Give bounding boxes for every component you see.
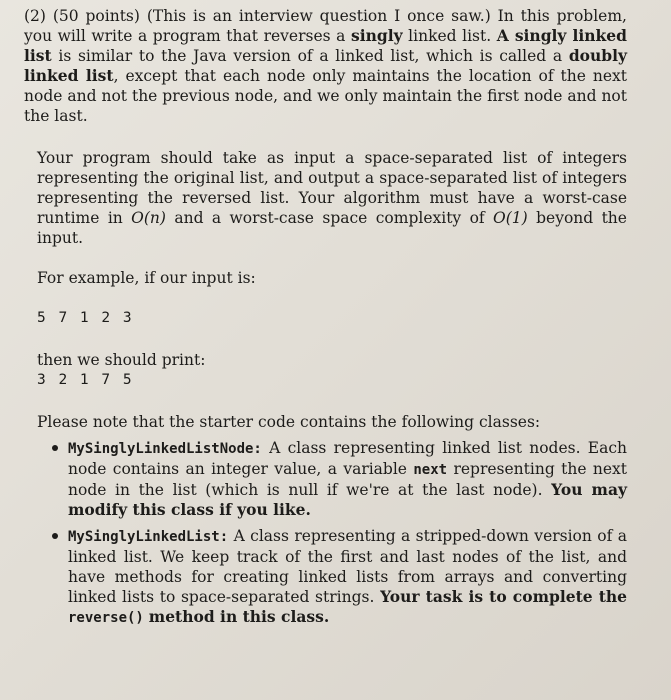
class-description: A class representing linked list nodes. Each node contains an integer value, a variable — [68, 439, 627, 478]
class-name: MySinglyLinkedList: — [68, 529, 229, 545]
singly-linked-list-term: A singly linked list — [24, 26, 627, 65]
class-description: A class representing a stripped-down version of a linked list. We keep track of the first and last nodes of the list, and have methods for creating linked lists from arrays and converting linked lists to space-separated strings. — [68, 527, 627, 606]
example-output: 3 2 1 7 5 — [37, 372, 134, 388]
keyword: next — [413, 462, 448, 478]
list-item — [50, 526, 627, 628]
keyword: reverse() — [68, 610, 144, 626]
task-text-3: beyond the input. — [37, 209, 627, 247]
class-note: method in this class. — [148, 607, 330, 626]
class-note: You may modify this class if you like. — [68, 480, 627, 519]
question-paragraph — [24, 6, 627, 126]
intro-text-4: , except that each node only maintains the location of the next node and not the previous node, and we only maintain the first node and not the last. — [24, 67, 628, 125]
example-input: 5 7 1 2 3 — [37, 310, 134, 326]
starter-intro: Please note that the starter code contains the following classes: — [37, 413, 541, 431]
question-points: (50 points) — [52, 7, 140, 25]
question-aside: (This is an interview question I once saw.) — [146, 7, 491, 25]
task-text-2: and a worst-case space complexity of — [174, 209, 485, 227]
question-number: (2) — [24, 7, 46, 25]
class-description: representing the next node in the list (which is null if we're at the last node). — [68, 460, 627, 499]
space-complexity: O(1) — [493, 209, 528, 227]
runtime-complexity: O(n) — [131, 209, 166, 227]
starter-class-list — [24, 438, 627, 628]
example-output-label: then we should print: — [37, 351, 206, 369]
intro-text-3: is similar to the Java version of a linked list, which is called a — [58, 47, 563, 65]
intro-text-1: In this problem, you will write a program that reverses a — [24, 7, 627, 45]
intro-text-2: linked list. — [408, 27, 492, 45]
list-item — [50, 438, 627, 520]
task-text-1: Your program should take as input a space-separated list of integers representing the original list, and output a space-separated list of integers representing the reversed list. Your algorithm must have a worst-case runtime in — [37, 149, 627, 227]
class-note: Your task is to complete the — [380, 587, 627, 606]
singly-term: singly — [350, 26, 403, 45]
example-input-label: For example, if our input is: — [37, 269, 256, 287]
doubly-linked-list-term: doubly linked list — [24, 46, 627, 85]
task-paragraph — [24, 148, 627, 248]
class-name: MySinglyLinkedListNode: — [68, 441, 262, 457]
